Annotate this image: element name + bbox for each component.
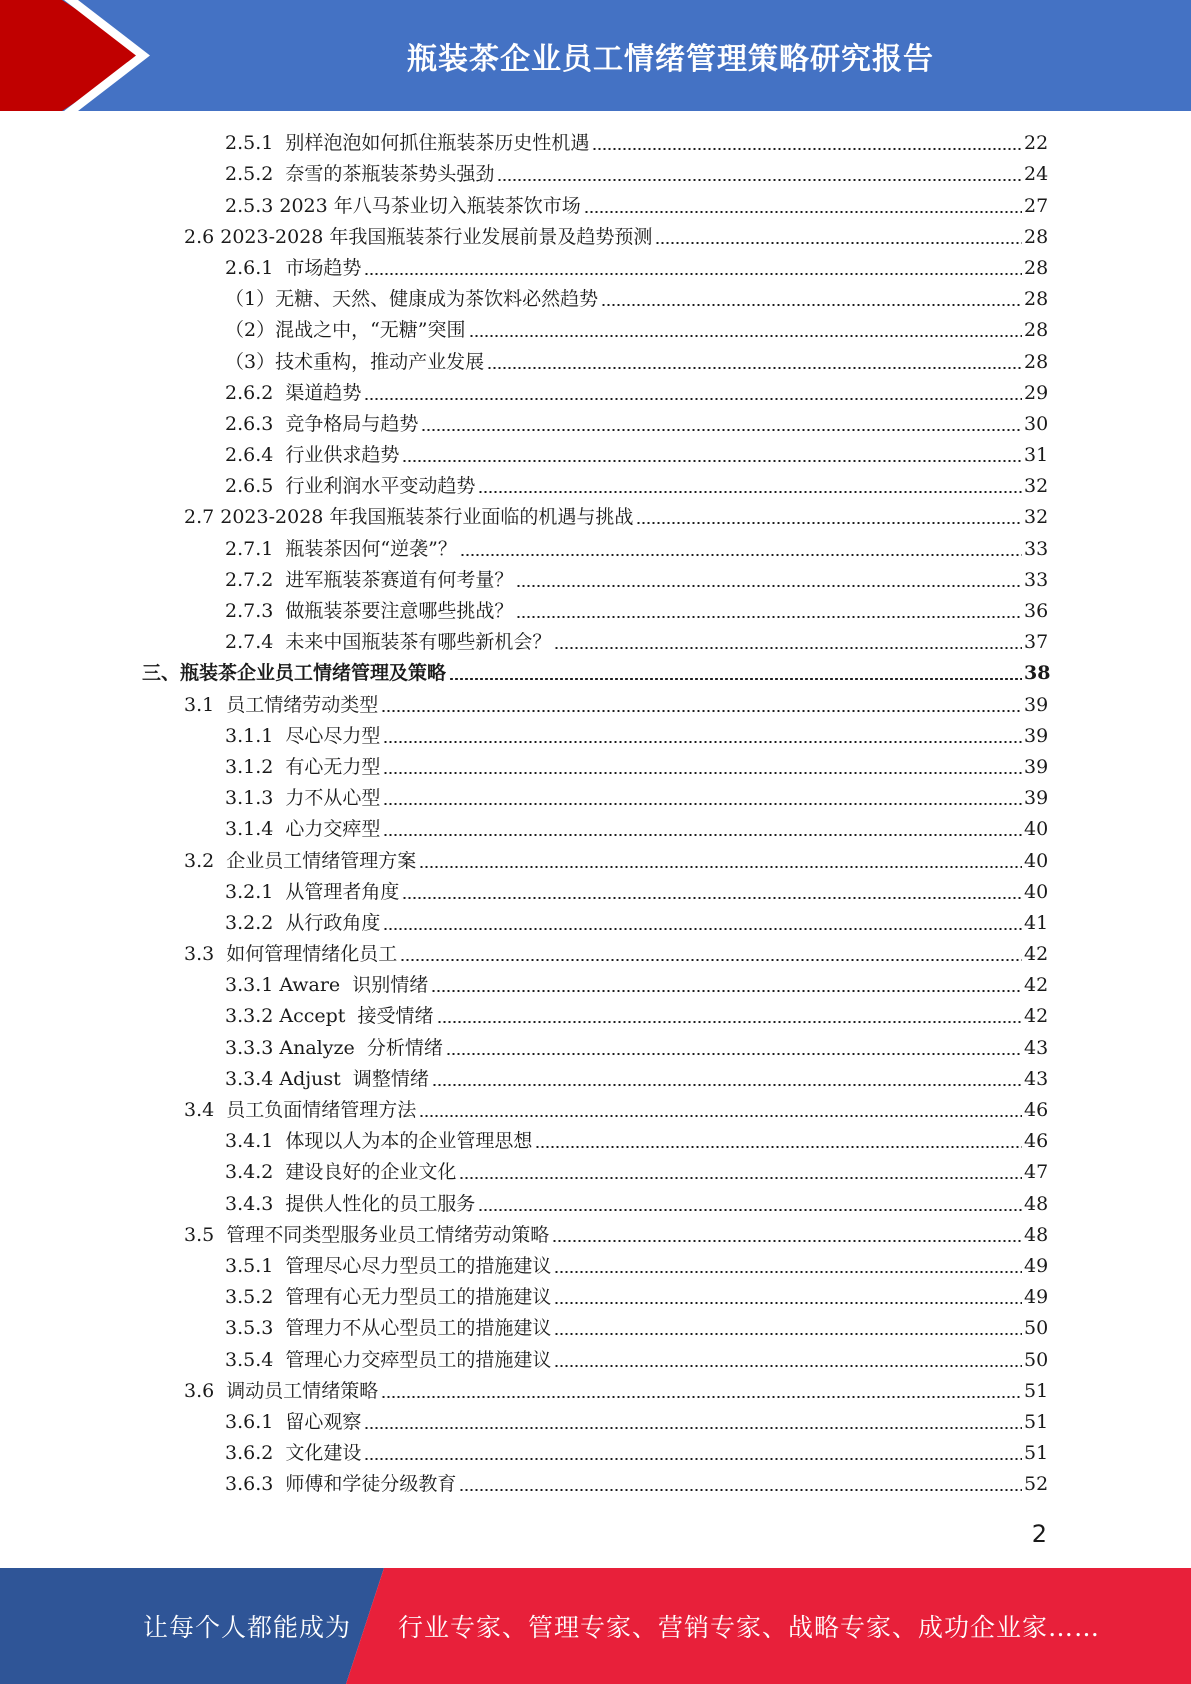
toc-dot-leader <box>535 1146 1022 1148</box>
toc-dot-leader <box>554 647 1022 649</box>
toc-entry-page: 49 <box>1024 1286 1049 1309</box>
toc-entry-page: 51 <box>1024 1410 1049 1433</box>
toc-entry[interactable] <box>0 252 1191 283</box>
toc-entry-label: （3）技术重构，推动产业发展 <box>225 350 485 373</box>
toc-entry-page: 36 <box>1024 600 1049 622</box>
toc-dot-leader <box>381 710 1022 712</box>
toc-entry[interactable] <box>0 595 1191 626</box>
toc-entry[interactable] <box>0 1187 1191 1218</box>
toc-entry-label: 3.1.4 心力交瘁型 <box>225 818 381 841</box>
toc-entry-page: 46 <box>1024 1130 1049 1153</box>
toc-entry-label: 2.6.4 行业供求趋势 <box>225 444 400 467</box>
toc-entry[interactable] <box>0 969 1191 1000</box>
report-title: 瓶装茶企业员工情绪管理策略研究报告 <box>407 41 934 77</box>
toc-entry[interactable] <box>0 439 1191 470</box>
toc-entry-label: 3.5.4 管理心力交瘁型员工的措施建议 <box>225 1348 552 1371</box>
toc-dot-leader <box>554 1302 1022 1304</box>
toc-dot-leader <box>400 959 1022 961</box>
toc-dot-leader <box>449 678 1022 680</box>
toc-dot-leader <box>478 1209 1022 1211</box>
toc-entry-page: 51 <box>1024 1379 1049 1402</box>
toc-dot-leader <box>381 1396 1022 1398</box>
toc-dot-leader <box>601 304 1022 306</box>
toc-entry[interactable] <box>0 158 1191 189</box>
toc-dot-leader <box>478 491 1022 493</box>
toc-entry-label: 3.3.3 Analyze 分析情绪 <box>225 1036 443 1059</box>
toc-dot-leader <box>383 928 1022 930</box>
toc-entry-label: 3.1.3 力不从心型 <box>225 787 381 810</box>
toc-entry[interactable] <box>0 408 1191 439</box>
toc-entry[interactable] <box>0 1219 1191 1250</box>
toc-entry-label: 2.5.3 2023 年八马茶业切入瓶装茶饮市场 <box>225 194 581 217</box>
toc-entry-label: 2.7 2023-2028 年我国瓶装茶行业面临的机遇与挑战 <box>184 506 634 529</box>
toc-entry-page: 43 <box>1024 1036 1049 1059</box>
toc-entry-page: 30 <box>1024 412 1049 435</box>
toc-entry-label: 3.3.4 Adjust 调整情绪 <box>225 1067 429 1090</box>
toc-entry-label: 3.6.2 文化建设 <box>225 1442 362 1465</box>
toc-entry-label: 3.3.2 Accept 接受情绪 <box>225 1005 434 1028</box>
toc-dot-leader <box>584 211 1022 213</box>
toc-entry-label: 3.1.2 有心无力型 <box>225 755 381 778</box>
toc-entry[interactable] <box>0 813 1191 844</box>
toc-entry-label: 三、瓶装茶企业员工情绪管理及策略 <box>142 662 447 685</box>
toc-dot-leader <box>383 834 1022 836</box>
toc-entry[interactable] <box>0 1281 1191 1312</box>
toc-entry-label: （1）无糖、天然、健康成为茶饮料必然趋势 <box>225 288 599 311</box>
toc-entry[interactable] <box>0 907 1191 938</box>
toc-entry-page: 28 <box>1024 225 1049 248</box>
toc-dot-leader <box>446 1053 1022 1055</box>
toc-entry-page: 28 <box>1024 319 1049 342</box>
toc-dot-leader <box>364 273 1022 275</box>
toc-entry[interactable] <box>0 314 1191 345</box>
toc-entry[interactable] <box>0 1156 1191 1187</box>
toc-entry-label: 2.7.3 做瓶装茶要注意哪些挑战？ <box>225 600 514 622</box>
toc-entry[interactable] <box>0 626 1191 657</box>
toc-entry-page: 40 <box>1024 818 1049 841</box>
toc-entry[interactable] <box>0 1250 1191 1281</box>
toc-entry-page: 50 <box>1024 1317 1049 1340</box>
toc-dot-leader <box>402 897 1022 899</box>
toc-entry-label: 3.4.1 体现以人为本的企业管理思想 <box>225 1130 533 1153</box>
toc-entry-page: 28 <box>1024 288 1049 311</box>
toc-entry-label: 3.5 管理不同类型服务业员工情绪劳动策略 <box>184 1223 550 1246</box>
toc-entry[interactable] <box>0 876 1191 907</box>
toc-entry[interactable] <box>0 532 1191 563</box>
toc-entry-label: 2.7.4 未来中国瓶装茶有哪些新机会？ <box>225 631 552 654</box>
toc-dot-leader <box>459 1177 1022 1179</box>
toc-entry-page: 38 <box>1024 662 1051 685</box>
toc-entry[interactable] <box>0 751 1191 782</box>
toc-entry-page: 33 <box>1024 568 1049 591</box>
toc-entry-page: 29 <box>1024 381 1049 404</box>
toc-entry[interactable] <box>0 1437 1191 1468</box>
toc-entry-page: 40 <box>1024 849 1049 872</box>
toc-entry-page: 42 <box>1024 943 1049 966</box>
toc-entry[interactable] <box>0 657 1191 688</box>
toc-dot-leader <box>636 522 1022 524</box>
toc-dot-leader <box>469 335 1022 337</box>
toc-entry[interactable] <box>0 1125 1191 1156</box>
toc-entry-label: 3.6 调动员工情绪策略 <box>184 1379 379 1402</box>
toc-entry-label: 2.6.2 渠道趋势 <box>225 381 362 404</box>
toc-dot-leader <box>383 803 1022 805</box>
toc-entry-page: 31 <box>1024 444 1049 467</box>
toc-entry-page: 28 <box>1024 256 1049 279</box>
toc-entry[interactable] <box>0 1063 1191 1094</box>
toc-dot-leader <box>432 1084 1022 1086</box>
toc-entry-page: 51 <box>1024 1442 1049 1465</box>
toc-dot-leader <box>592 148 1022 150</box>
toc-entry[interactable] <box>0 345 1191 376</box>
toc-entry[interactable] <box>0 1312 1191 1343</box>
toc-entry-page: 37 <box>1024 631 1049 654</box>
toc-entry-page: 52 <box>1024 1473 1049 1496</box>
toc-entry-label: 2.7.1 瓶装茶因何“逆袭”？ <box>225 537 457 560</box>
toc-entry[interactable] <box>0 1468 1191 1499</box>
toc-entry[interactable] <box>0 688 1191 719</box>
toc-dot-leader <box>419 1115 1022 1117</box>
toc-dot-leader <box>431 990 1022 992</box>
toc-dot-leader <box>364 1427 1022 1429</box>
toc-entry-page: 41 <box>1024 911 1049 934</box>
toc-entry-label: 3.1 员工情绪劳动类型 <box>184 693 379 716</box>
toc-entry[interactable] <box>0 720 1191 751</box>
toc-dot-leader <box>402 460 1022 462</box>
toc-entry[interactable] <box>0 1000 1191 1031</box>
toc-entry-page: 32 <box>1024 475 1049 498</box>
toc-entry-page: 40 <box>1024 880 1049 903</box>
toc-entry[interactable] <box>0 377 1191 408</box>
table-of-contents <box>0 127 1191 1499</box>
toc-entry-label: 3.2.2 从行政角度 <box>225 911 381 934</box>
toc-entry-label: 2.5.2 奈雪的茶瓶装茶势头强劲 <box>225 163 495 186</box>
toc-entry-label: 2.5.1 别样泡泡如何抓住瓶装茶历史性机遇 <box>225 132 590 155</box>
toc-entry-page: 50 <box>1024 1348 1049 1371</box>
toc-entry-label: 3.4 员工负面情绪管理方法 <box>184 1099 417 1121</box>
toc-entry-page: 48 <box>1024 1223 1049 1246</box>
toc-entry-page: 49 <box>1024 1254 1049 1277</box>
toc-entry-label: 3.6.3 师傅和学徒分级教育 <box>225 1473 457 1496</box>
toc-dot-leader <box>437 1021 1022 1023</box>
toc-entry[interactable] <box>0 1031 1191 1062</box>
toc-entry[interactable] <box>0 283 1191 314</box>
toc-dot-leader <box>364 398 1022 400</box>
toc-entry[interactable] <box>0 1343 1191 1374</box>
toc-entry-page: 48 <box>1024 1192 1049 1215</box>
toc-entry-label: 3.4.2 建设良好的企业文化 <box>225 1161 457 1184</box>
toc-entry-page: 32 <box>1024 506 1049 529</box>
toc-entry-label: 3.2 企业员工情绪管理方案 <box>184 849 417 872</box>
toc-entry-page: 22 <box>1024 132 1049 155</box>
toc-entry-page: 33 <box>1024 537 1049 560</box>
toc-entry-page: 24 <box>1024 163 1049 186</box>
toc-entry[interactable] <box>0 221 1191 252</box>
toc-entry-label: 3.1.1 尽心尽力型 <box>225 724 381 747</box>
toc-entry-label: 3.5.3 管理力不从心型员工的措施建议 <box>225 1317 552 1340</box>
footer-slogan-left: 让每个人都能成为 <box>143 1613 352 1642</box>
toc-dot-leader <box>554 1271 1022 1273</box>
toc-entry-page: 46 <box>1024 1099 1049 1121</box>
toc-dot-leader <box>421 429 1022 431</box>
toc-dot-leader <box>459 1489 1022 1491</box>
toc-entry[interactable] <box>0 938 1191 969</box>
toc-dot-leader <box>516 585 1022 587</box>
toc-entry-page: 43 <box>1024 1067 1049 1090</box>
toc-entry-label: 3.2.1 从管理者角度 <box>225 880 400 903</box>
toc-entry[interactable] <box>0 844 1191 875</box>
header-arrow-decoration <box>0 0 160 111</box>
toc-entry-page: 27 <box>1024 194 1049 217</box>
toc-dot-leader <box>460 554 1022 556</box>
toc-dot-leader <box>655 242 1022 244</box>
toc-entry-page: 39 <box>1024 693 1049 716</box>
toc-entry[interactable] <box>0 189 1191 220</box>
footer-slogan-right: 行业专家、管理专家、营销专家、战略专家、成功企业家…… <box>398 1613 1101 1642</box>
toc-entry-page: 42 <box>1024 974 1049 997</box>
toc-entry[interactable] <box>0 470 1191 501</box>
toc-entry-label: 3.4.3 提供人性化的员工服务 <box>225 1192 476 1215</box>
toc-dot-leader <box>383 741 1022 743</box>
toc-entry-page: 42 <box>1024 1005 1049 1028</box>
toc-entry-label: 2.6.3 竞争格局与趋势 <box>225 412 419 435</box>
toc-dot-leader <box>516 616 1022 618</box>
toc-dot-leader <box>554 1333 1022 1335</box>
toc-entry[interactable] <box>0 127 1191 158</box>
toc-entry[interactable] <box>0 501 1191 532</box>
toc-entry[interactable] <box>0 782 1191 813</box>
toc-entry[interactable] <box>0 564 1191 595</box>
toc-entry-label: 3.3 如何管理情绪化员工 <box>184 943 398 966</box>
toc-dot-leader <box>419 866 1022 868</box>
toc-entry-label: 3.5.1 管理尽心尽力型员工的措施建议 <box>225 1254 552 1277</box>
toc-entry-label: 2.7.2 进军瓶装茶赛道有何考量？ <box>225 568 514 591</box>
toc-entry-label: 3.5.2 管理有心无力型员工的措施建议 <box>225 1286 552 1309</box>
page-number: 2 <box>1031 1520 1047 1548</box>
toc-dot-leader <box>497 179 1022 181</box>
toc-entry-label: 3.3.1 Aware 识别情绪 <box>225 974 429 997</box>
toc-dot-leader <box>364 1458 1022 1460</box>
toc-entry-page: 39 <box>1024 755 1049 778</box>
toc-dot-leader <box>554 1365 1022 1367</box>
toc-entry-page: 39 <box>1024 724 1049 747</box>
toc-entry-label: 2.6 2023-2028 年我国瓶装茶行业发展前景及趋势预测 <box>184 225 653 248</box>
toc-entry-label: 2.6.1 市场趋势 <box>225 256 362 279</box>
toc-dot-leader <box>383 772 1022 774</box>
page-header <box>0 0 1191 111</box>
toc-entry-label: 2.6.5 行业利润水平变动趋势 <box>225 475 476 498</box>
toc-entry-label: 3.6.1 留心观察 <box>225 1410 362 1433</box>
toc-entry[interactable] <box>0 1094 1191 1125</box>
toc-dot-leader <box>487 367 1022 369</box>
toc-entry-page: 28 <box>1024 350 1049 373</box>
toc-entry-label: （2）混战之中，“无糖”突围 <box>225 319 466 342</box>
toc-entry-page: 39 <box>1024 787 1049 810</box>
toc-dot-leader <box>552 1240 1022 1242</box>
toc-entry[interactable] <box>0 1375 1191 1406</box>
toc-entry[interactable] <box>0 1406 1191 1437</box>
page-footer <box>0 1568 1191 1684</box>
toc-entry-page: 47 <box>1024 1161 1049 1184</box>
